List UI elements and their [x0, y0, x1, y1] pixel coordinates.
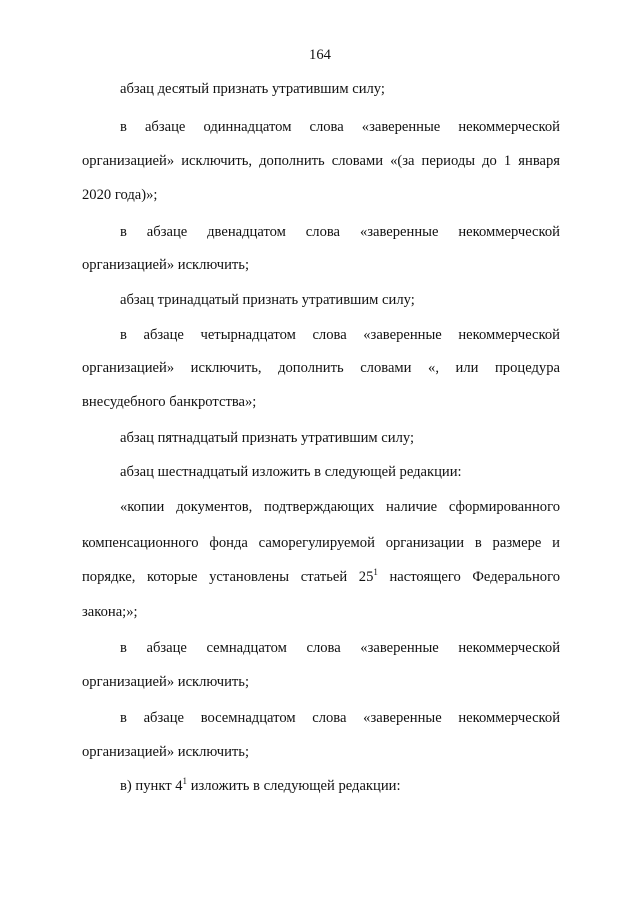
text-line: в абзаце двенадцатом слова «заверенные некоммерческой — [120, 224, 560, 240]
text-line: закона;»; — [82, 604, 138, 620]
text-line: организацией» исключить; — [82, 257, 250, 273]
text-line: внесудебного банкротства»; — [82, 394, 257, 410]
page-number: 164 — [309, 47, 331, 63]
text-fragment: настоящего Федерального — [377, 569, 560, 585]
text-line: в абзаце четырнадцатом слова «заверенные некоммерческой — [120, 327, 560, 343]
text-line: абзац шестнадцатый изложить в следующей редакции: — [120, 464, 462, 480]
superscript: 1 — [373, 567, 378, 578]
text-line: абзац десятый признать утратившим силу; — [120, 81, 385, 97]
text-line: «копии документов, подтверждающих наличие сформированного — [120, 499, 560, 515]
text-line: организацией» исключить, дополнить словами «(за периоды до 1 января — [82, 153, 560, 169]
text-line: абзац тринадцатый признать утратившим силу; — [120, 292, 415, 308]
text-line: организацией» исключить; — [82, 674, 250, 690]
text-line-with-superscript — [120, 776, 560, 796]
text-line: в абзаце семнадцатом слова «заверенные некоммерческой — [120, 640, 560, 656]
text-line: компенсационного фонда саморегулируемой организации в размере и — [82, 535, 560, 551]
superscript: 1 — [182, 776, 188, 787]
text-fragment: изложить в следующей редакции: — [187, 778, 401, 794]
text-line: организацией» исключить, дополнить словами «, или процедура — [82, 360, 560, 376]
text-fragment: в) пункт 4 — [120, 778, 183, 794]
text-line-with-superscript — [82, 567, 560, 587]
text-line: 2020 года)»; — [82, 187, 158, 203]
text-line: организацией» исключить; — [82, 744, 250, 760]
text-line: в абзаце одиннадцатом слова «заверенные некоммерческой — [120, 119, 560, 135]
text-line: абзац пятнадцатый признать утратившим силу; — [120, 430, 415, 446]
text-fragment: порядке, которые установлены статьей 25 — [82, 569, 374, 585]
text-line: в абзаце восемнадцатом слова «заверенные некоммерческой — [120, 710, 560, 726]
